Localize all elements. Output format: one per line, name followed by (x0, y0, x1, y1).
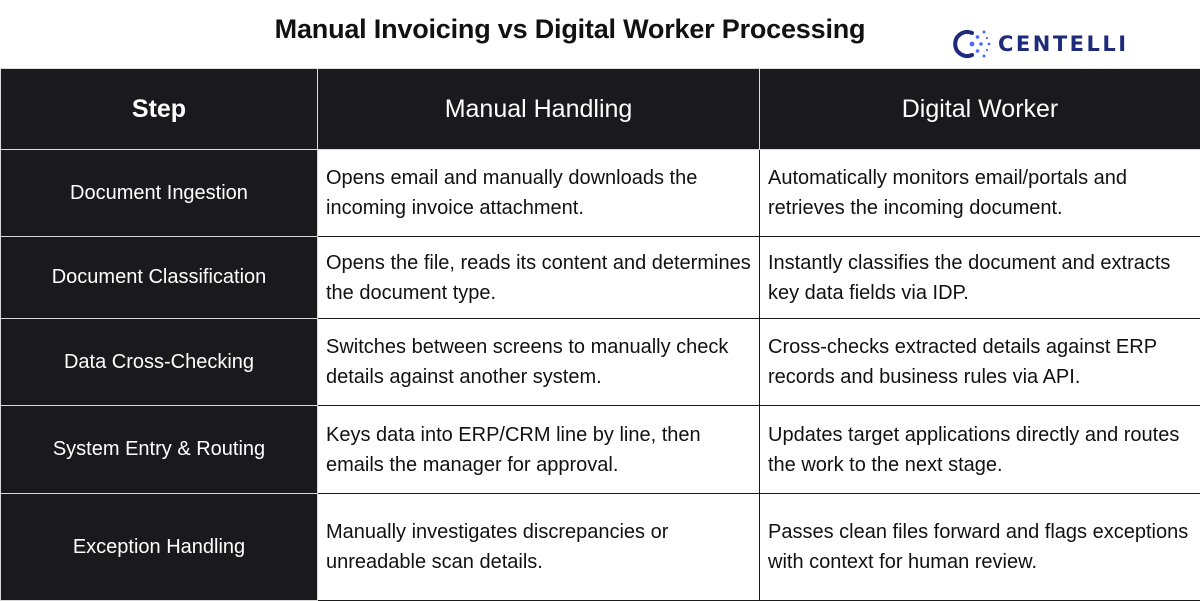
table-row (1, 237, 1200, 319)
digital-cell: Automatically monitors email/portals and retrieves the incoming document. (760, 150, 1200, 237)
step-cell: Document Ingestion (1, 150, 318, 237)
manual-cell: Keys data into ERP/CRM line by line, then emails the manager for approval. (318, 406, 760, 494)
step-cell: Document Classification (1, 237, 318, 319)
column-header-manual: Manual Handling (318, 69, 760, 150)
table-row (1, 319, 1200, 406)
logo-text: CENTELLI (998, 32, 1129, 56)
manual-cell: Switches between screens to manually check details against another system. (318, 319, 760, 406)
table-header-row (1, 69, 1200, 150)
table-row (1, 494, 1200, 601)
manual-cell: Opens email and manually downloads the incoming invoice attachment. (318, 150, 760, 237)
brand-logo (948, 26, 1129, 62)
centelli-logo-icon (948, 26, 994, 62)
step-cell: System Entry & Routing (1, 406, 318, 494)
comparison-table (0, 68, 1200, 601)
digital-cell: Instantly classifies the document and extracts key data fields via IDP. (760, 237, 1200, 319)
digital-cell: Updates target applications directly and routes the work to the next stage. (760, 406, 1200, 494)
column-header-step: Step (1, 69, 318, 150)
step-cell: Data Cross-Checking (1, 319, 318, 406)
manual-cell: Opens the file, reads its content and determines the document type. (318, 237, 760, 319)
page-title: Manual Invoicing vs Digital Worker Processing (0, 14, 1140, 45)
table-row (1, 150, 1200, 237)
step-cell: Exception Handling (1, 494, 318, 601)
column-header-digital: Digital Worker (760, 69, 1200, 150)
digital-cell: Passes clean files forward and flags exceptions with context for human review. (760, 494, 1200, 601)
table-row (1, 406, 1200, 494)
manual-cell: Manually investigates discrepancies or unreadable scan details. (318, 494, 760, 601)
page-header (0, 0, 1200, 68)
digital-cell: Cross-checks extracted details against ERP records and business rules via API. (760, 319, 1200, 406)
